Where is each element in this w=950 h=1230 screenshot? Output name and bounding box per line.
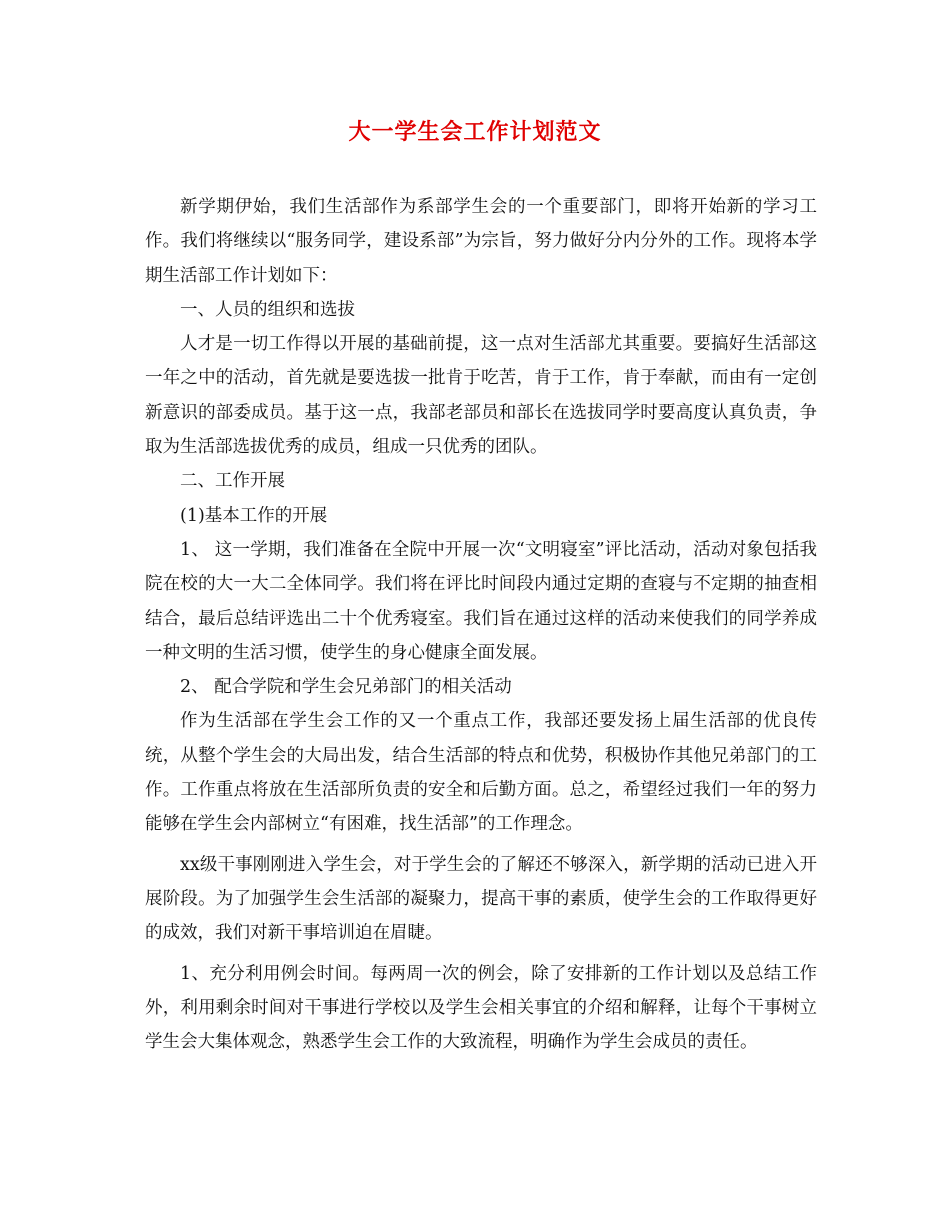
paragraph-intro: 新学期伊始，我们生活部作为系部学生会的一个重要部门，即将开始新的学习工作。我们将继续以“服务同学，建设系部”为宗旨，努力做好分内分外的工作。现将本学期生活部工作计划如下：	[145, 197, 817, 286]
document-body	[145, 190, 817, 1059]
section-heading-personnel: 一、人员的组织和选拔	[180, 299, 355, 320]
paragraph-dorm-activity: 1、 这一学期，我们准备在全院中开展一次“文明寝室”评比活动，活动对象包括我院在校的大一大二全体同学。我们将在评比时间段内通过定期的查寝与不定期的抽查相结合，最后总结评选出二十个优秀寝室。我们旨在通过这样的活动来使我们的同学养成一种文明的生活习惯，使学生的身心健康全面发展。	[145, 539, 817, 663]
item-heading-cooperation: 2、 配合学院和学生会兄弟部门的相关活动	[180, 677, 512, 698]
paragraph-personnel: 人才是一切工作得以开展的基础前提，这一点对生活部尤其重要。要搞好生活部这一年之中的活动，首先就是要选拔一批肯于吃苦，肯于工作，肯于奉献，而由有一定创新意识的部委成员。基于这一点，我部老部员和部长在选拔同学时要高度认真负责，争取为生活部选拔优秀的成员，组成一只优秀的团队。	[145, 334, 817, 458]
subsection-heading-basic-work: (1)基本工作的开展	[180, 505, 328, 526]
section-heading-work: 二、工作开展	[180, 471, 285, 492]
paragraph-meetings: 1、充分利用例会时间。每两周一次的例会，除了安排新的工作计划以及总结工作外，利用剩余时间对干事进行学校以及学生会相关事宜的介绍和解释，让每个干事树立学生会大集体观念，熟悉学生会工作的大致流程，明确作为学生会成员的责任。	[145, 963, 817, 1053]
document-title: 大一学生会工作计划范文	[348, 120, 602, 145]
paragraph-new-staff: xx级干事刚刚进入学生会，对于学生会的了解还不够深入，新学期的活动已进入开展阶段。为了加强学生会生活部的凝聚力，提高干事的素质，使学生会的工作取得更好的成效，我们对新干事培训迫在眉睫。	[145, 854, 817, 944]
paragraph-cooperation: 作为生活部在学生会工作的又一个重点工作，我部还要发扬上届生活部的优良传统，从整个学生会的大局出发，结合生活部的特点和优势，积极协作其他兄弟部门的工作。工作重点将放在生活部所负责的安全和后勤方面。总之，希望经过我们一年的努力能够在学生会内部树立“有困难，找生活部”的工作理念。	[145, 711, 817, 835]
